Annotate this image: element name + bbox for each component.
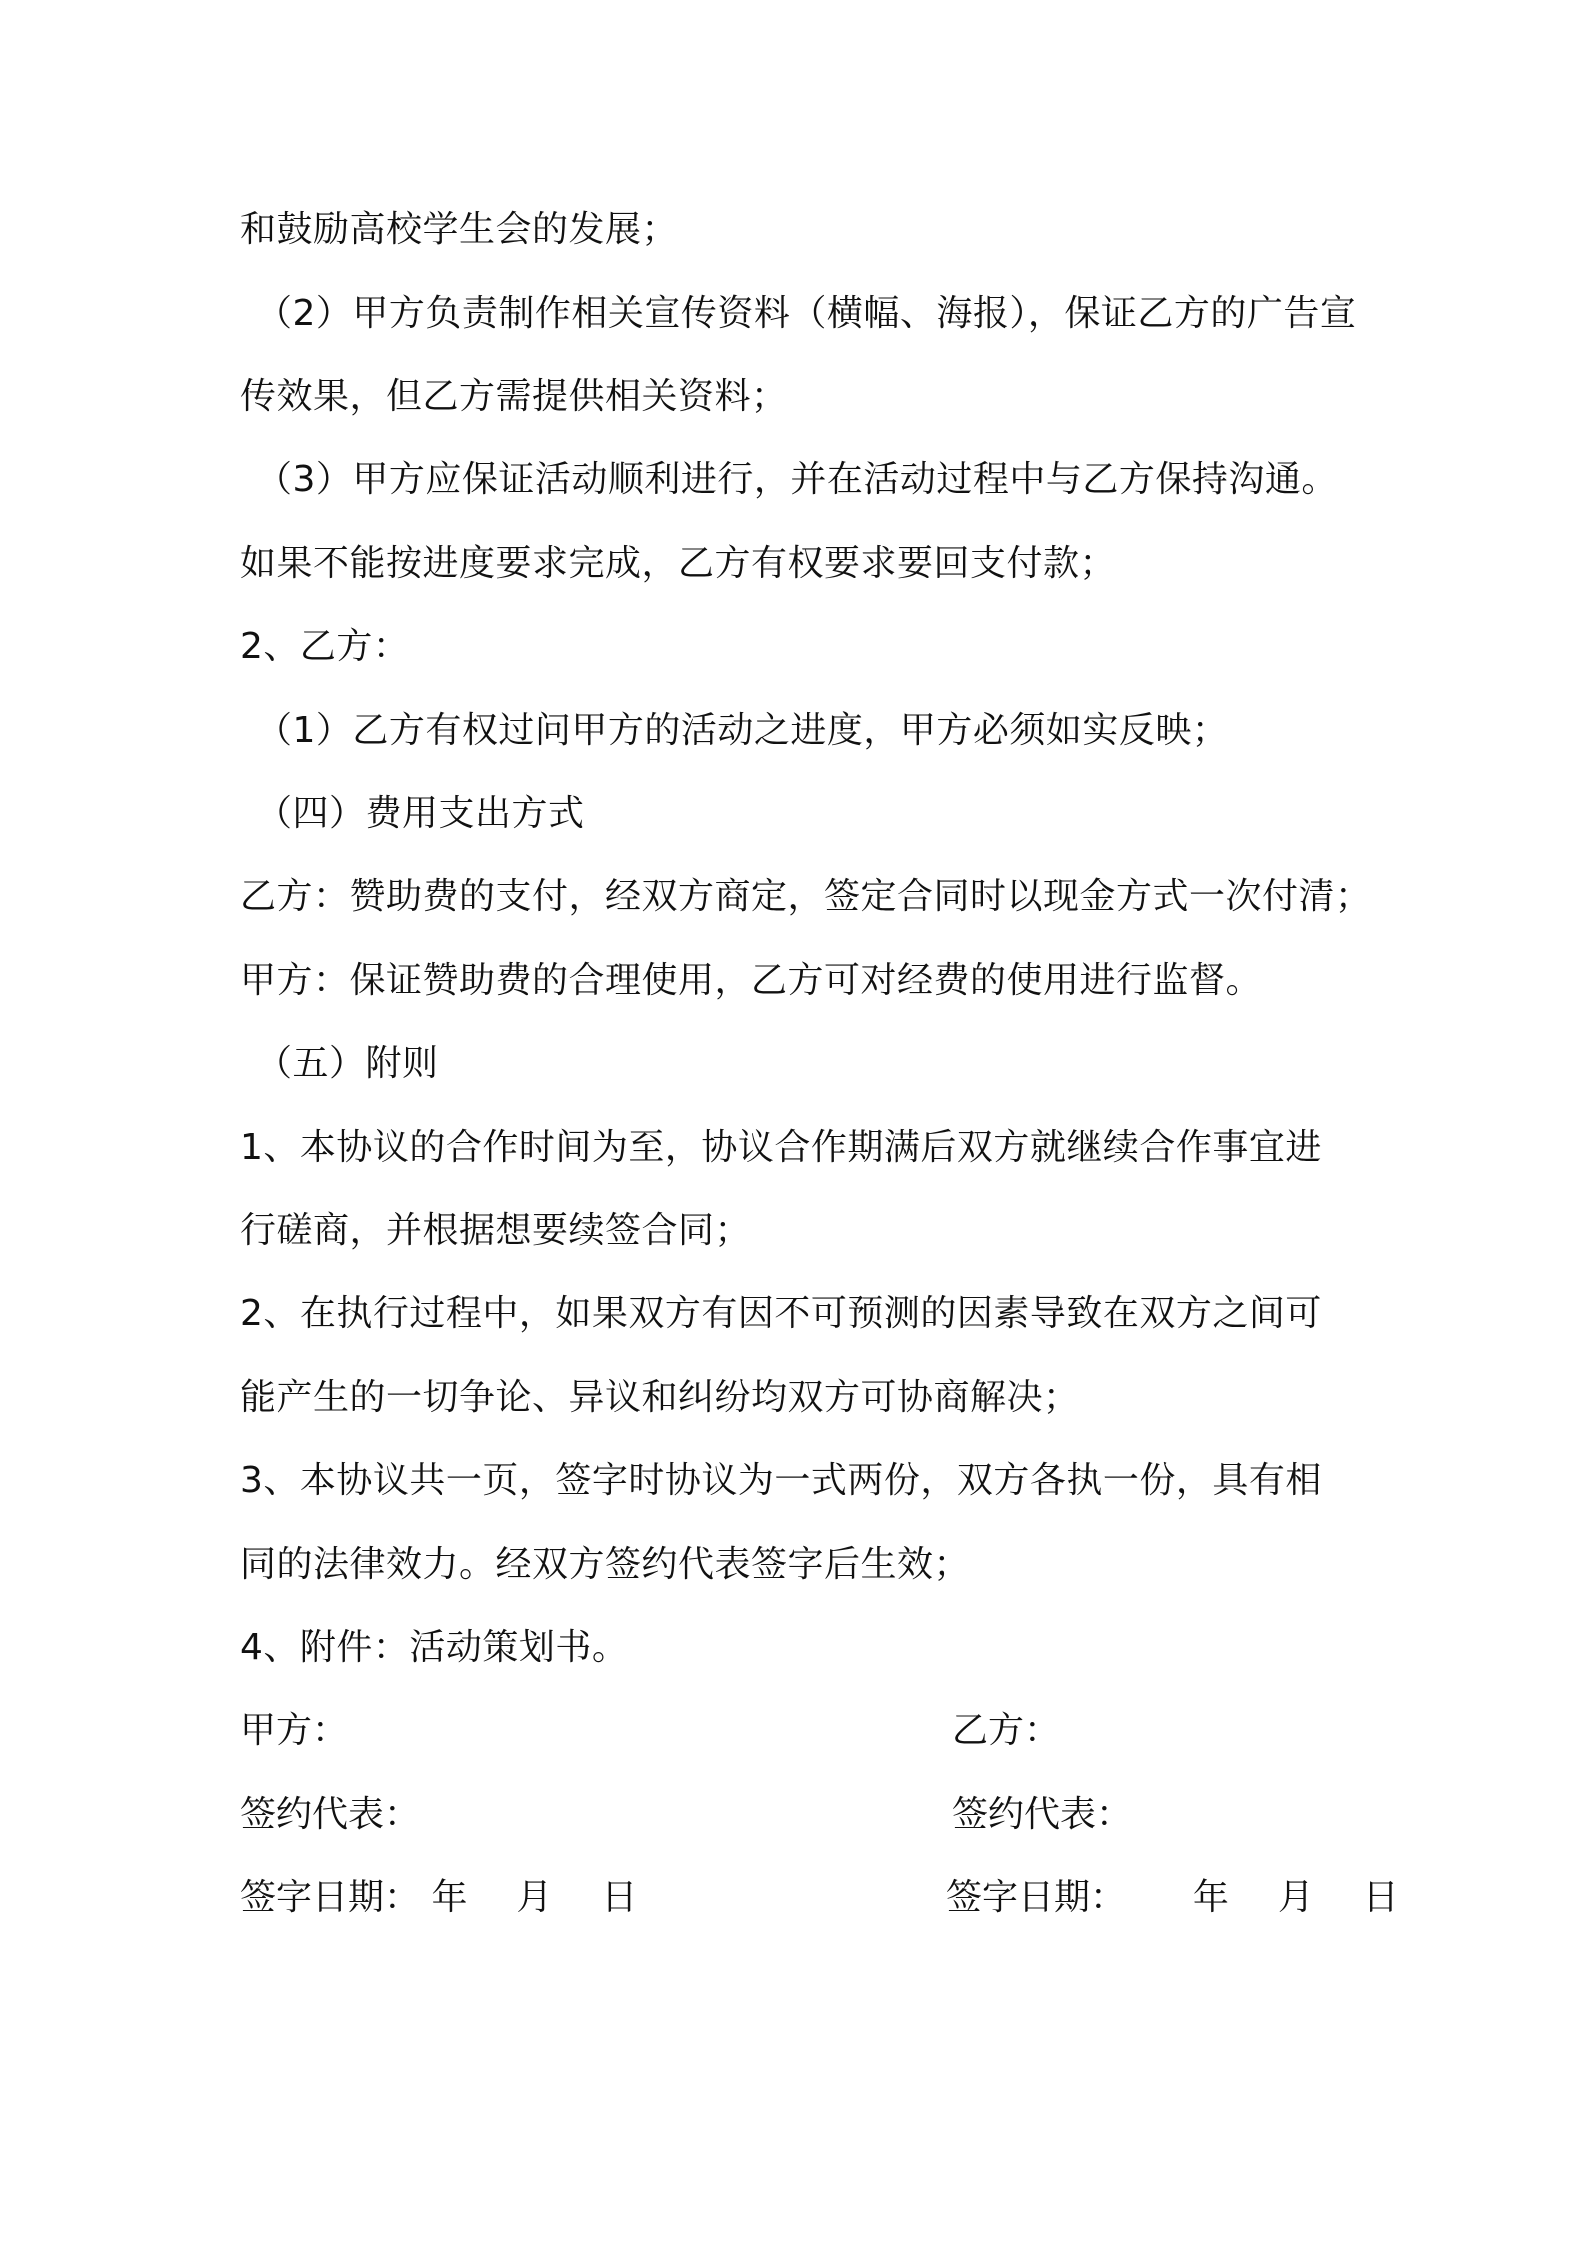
party-a-label: 甲方： (240, 1710, 349, 1751)
date-b-label: 签字日期： (946, 1877, 1127, 1918)
date-a-day: 日 (601, 1877, 638, 1918)
text-line: 行磋商，并根据想要续签合同； (240, 1210, 752, 1251)
section-heading: （四）费用支出方式 (256, 793, 585, 834)
signature-party-row (240, 1709, 1360, 1753)
rep-b-label: 签约代表： (952, 1794, 1133, 1835)
text-line: 2、乙方： (240, 626, 410, 667)
party-b-label: 乙方： (952, 1710, 1061, 1751)
text-line: 4、附件：活动策划书。 (240, 1627, 629, 1668)
text-line: （1）乙方有权过问甲方的活动之进度，甲方必须如实反映； (256, 710, 1229, 751)
text-line: 乙方：赞助费的支付，经双方商定，签定合同时以现金方式一次付清； (240, 876, 1372, 917)
signature-date-row (240, 1876, 1399, 1920)
text-line: 传效果，但乙方需提供相关资料； (240, 376, 788, 417)
signature-rep-row (240, 1793, 1360, 1837)
date-b (946, 1876, 1399, 1920)
text-line: 甲方：保证赞助费的合理使用，乙方可对经费的使用进行监督。 (240, 960, 1263, 1001)
text-line: 3、本协议共一页，签字时协议为一式两份，双方各执一份，具有相 (240, 1460, 1322, 1501)
date-b-year: 年 (1192, 1877, 1229, 1918)
text-line: 1、本协议的合作时间为至，协议合作期满后双方就继续合作事宜进 (240, 1127, 1322, 1168)
date-a-month: 月 (516, 1877, 553, 1918)
date-b-month: 月 (1277, 1877, 1314, 1918)
text-line: 能产生的一切争论、异议和纠纷均双方可协商解决； (240, 1377, 1080, 1418)
date-a-label: 签字日期： (240, 1877, 421, 1918)
date-a-year: 年 (431, 1877, 468, 1918)
text-line: 如果不能按进度要求完成，乙方有权要求要回支付款； (240, 543, 1117, 584)
text-line: 和鼓励高校学生会的发展； (240, 209, 679, 250)
section-heading: （五）附则 (256, 1043, 439, 1084)
text-line: 同的法律效力。经双方签约代表签字后生效； (240, 1544, 971, 1585)
date-b-day: 日 (1362, 1877, 1399, 1918)
rep-a-label: 签约代表： (240, 1794, 421, 1835)
date-a (240, 1876, 637, 1920)
text-line: （3）甲方应保证活动顺利进行，并在活动过程中与乙方保持沟通。 (256, 459, 1338, 500)
text-line: （2）甲方负责制作相关宣传资料（横幅、海报），保证乙方的广告宣 (256, 293, 1357, 334)
text-line: 2、在执行过程中，如果双方有因不可预测的因素导致在双方之间可 (240, 1293, 1322, 1334)
